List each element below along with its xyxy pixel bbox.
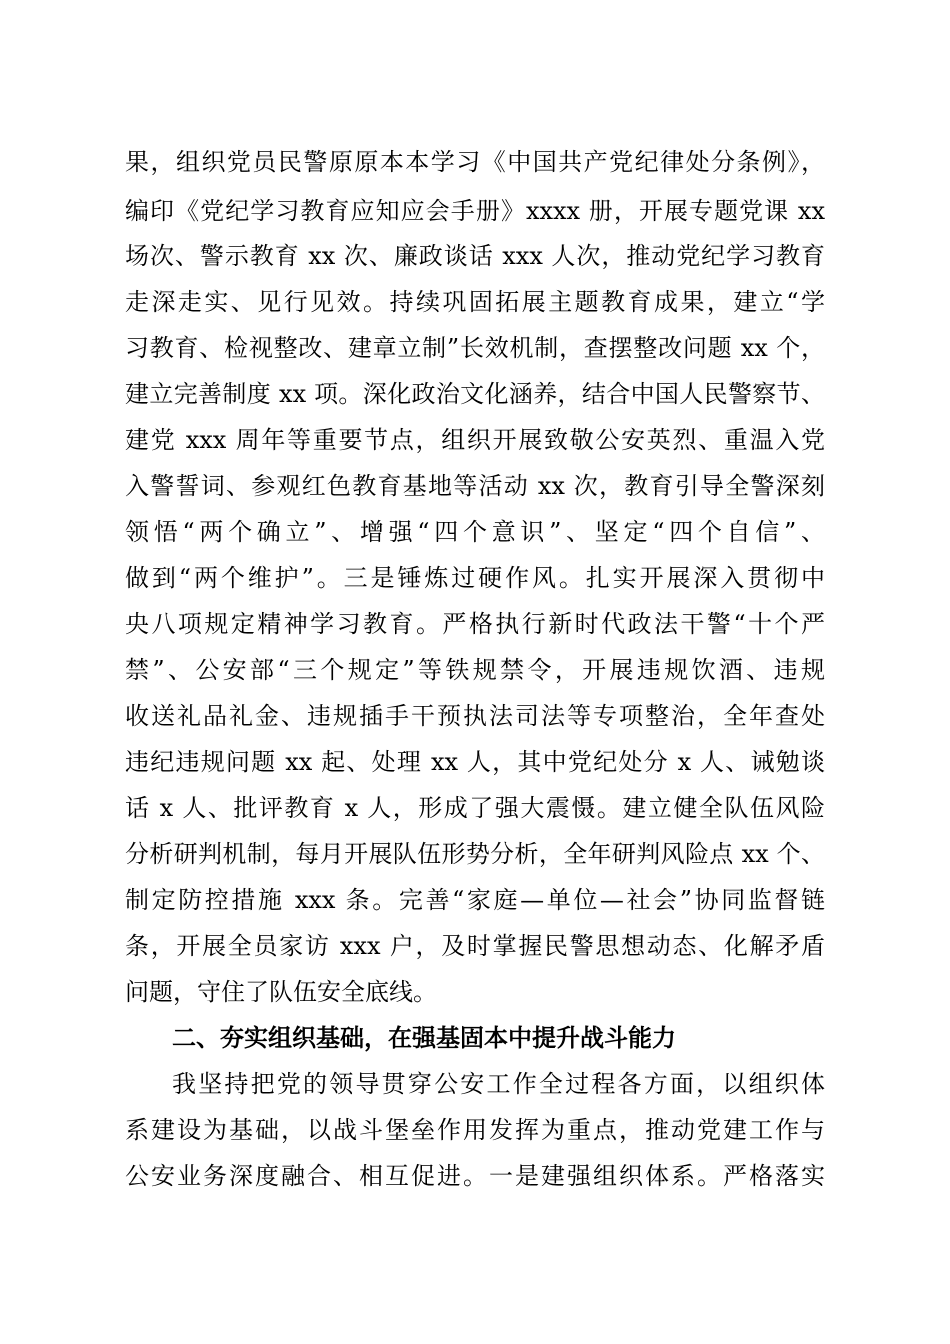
paragraph1-line-9: 领悟“两个确立”、增强“四个意识”、坚定“四个自信”、 bbox=[125, 518, 825, 546]
paragraph1-line-19: 问题，守住了队伍安全底线。 bbox=[125, 978, 437, 1006]
paragraph2-line-3: 公安业务深度融合、相互促进。一是建强组织体系。严格落实 bbox=[125, 1162, 825, 1190]
paragraph1-line-18: 条，开展全员家访 xxx 户，及时掌握民警思想动态、化解矛盾 bbox=[125, 932, 825, 960]
paragraph1-line-10: 做到“两个维护”。三是锤炼过硬作风。扎实开展深入贯彻中 bbox=[125, 564, 825, 592]
paragraph1-line-3: 场次、警示教育 xx 次、廉政谈话 xxx 人次，推动党纪学习教育 bbox=[125, 242, 825, 270]
paragraph1-line-16: 分析研判机制，每月开展队伍形势分析，全年研判风险点 xx 个、 bbox=[125, 840, 825, 868]
paragraph1-line-2: 编印《党纪学习教育应知应会手册》xxxx 册，开展专题党课 xx bbox=[125, 197, 825, 225]
paragraph1-line-17: 制定防控措施 xxx 条。完善“家庭—单位—社会”协同监督链 bbox=[125, 886, 825, 914]
paragraph2-line-1: 我坚持把党的领导贯穿公安工作全过程各方面，以组织体 bbox=[172, 1070, 825, 1098]
paragraph1-line-4: 走深走实、见行见效。持续巩固拓展主题教育成果，建立“学 bbox=[125, 288, 825, 316]
paragraph1-line-1: 果，组织党员民警原原本本学习《中国共产党纪律处分条例》， bbox=[125, 148, 825, 176]
section-heading: 二、夯实组织基础，在强基固本中提升战斗能力 bbox=[172, 1024, 676, 1052]
paragraph1-line-5: 习教育、检视整改、建章立制”长效机制，查摆整改问题 xx 个， bbox=[125, 334, 825, 362]
paragraph1-line-11: 央八项规定精神学习教育。严格执行新时代政法干警“十个严 bbox=[125, 610, 825, 638]
paragraph1-line-7: 建党 xxx 周年等重要节点，组织开展致敬公安英烈、重温入党 bbox=[125, 426, 825, 454]
paragraph1-line-12: 禁”、公安部“三个规定”等铁规禁令，开展违规饮酒、违规 bbox=[125, 656, 825, 684]
paragraph1-line-14: 违纪违规问题 xx 起、处理 xx 人，其中党纪处分 x 人、诫勉谈 bbox=[125, 748, 825, 776]
paragraph1-line-15: 话 x 人、批评教育 x 人，形成了强大震慑。建立健全队伍风险 bbox=[125, 794, 825, 822]
paragraph1-line-6: 建立完善制度 xx 项。深化政治文化涵养，结合中国人民警察节、 bbox=[125, 380, 825, 408]
paragraph2-line-2: 系建设为基础，以战斗堡垒作用发挥为重点，推动党建工作与 bbox=[125, 1116, 825, 1144]
paragraph1-line-13: 收送礼品礼金、违规插手干预执法司法等专项整治，全年查处 bbox=[125, 702, 825, 730]
paragraph1-line-8: 入警誓词、参观红色教育基地等活动 xx 次，教育引导全警深刻 bbox=[125, 472, 825, 500]
